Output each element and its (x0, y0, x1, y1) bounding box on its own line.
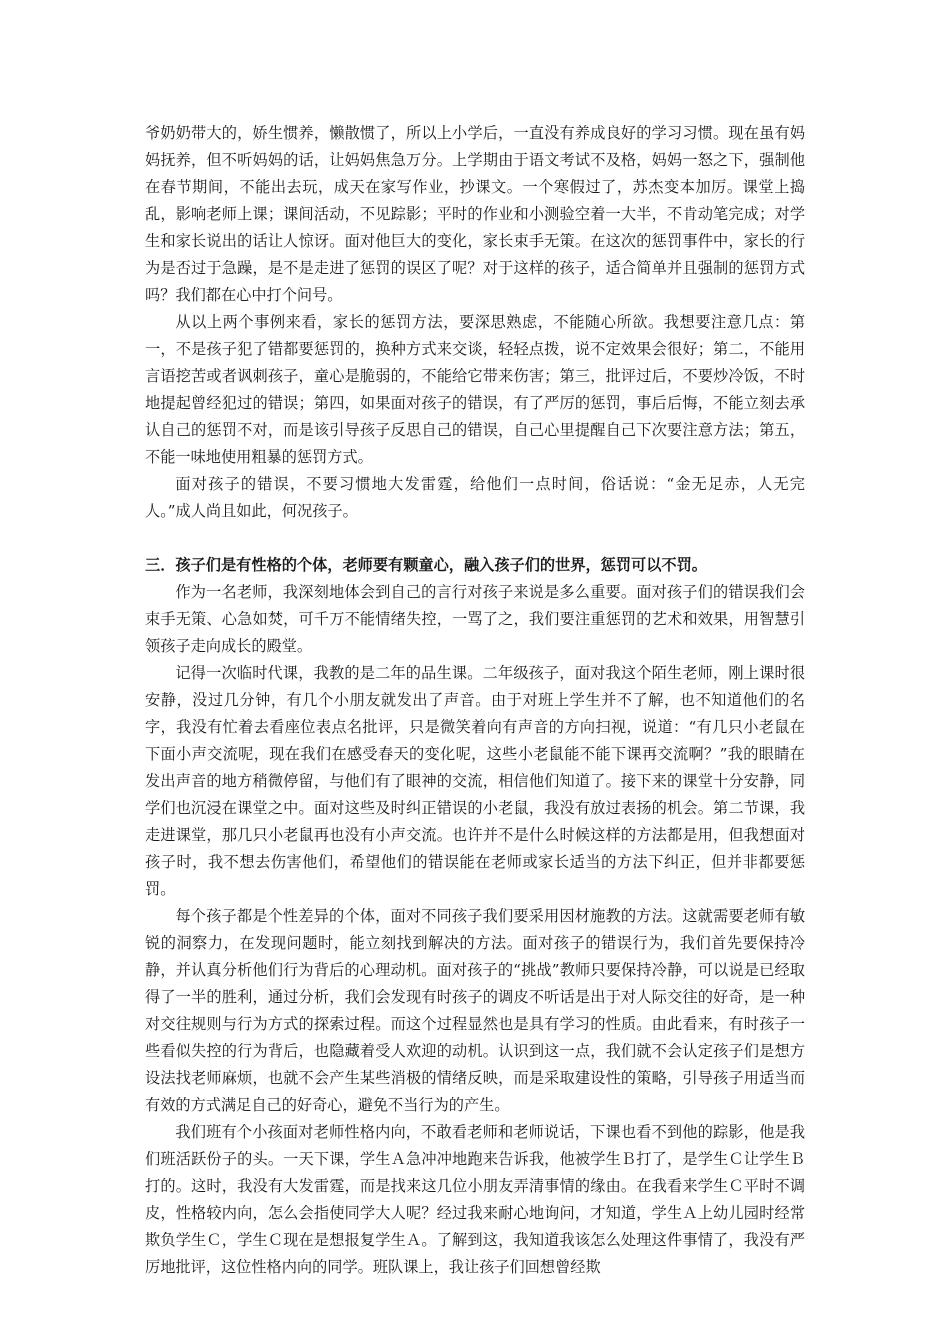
section-paragraph-1: 作为一名老师，我深刻地体会到自己的言行对孩子来说是多么重要。面对孩子们的错误我们会束手无策、心急如焚，可千万不能情绪失控，一骂了之，我们要注重惩罚的艺术和效果，用智慧引领孩子走向成长的殿堂。 (145, 583, 805, 655)
section-paragraph-2: 记得一次临时代课，我教的是二年的品生课。二年级孩子，面对我这个陌生老师，刚上课时很安静，没过几分钟，有几个小朋友就发出了声音。由于对班上学生并不了解，也不知道他们的名字，我没有忙着去看座位表点名批评，只是微笑着向有声音的方向扫视，说道：“有几只小老鼠在下面小声交流呢，现在我们在感受春天的变化呢，这些小老鼠能不能下课再交流啊？”我的眼睛在发出声音的地方稍微停留，与他们有了眼神的交流，相信他们知道了。接下来的课堂十分安静，同学们也沉浸在课堂之中。面对这些及时纠正错误的小老鼠，我没有放过表扬的机会。第二节课，我走进课堂，那几只小老鼠再也没有小声交流。也许并不是什么时候这样的方法都是用，但我想面对孩子时，我不想去伤害他们，希望他们的错误能在老师或家长适当的方法下纠正，但并非都要惩罚。 (145, 664, 805, 898)
section-heading: 三．孩子们是有性格的个体，老师要有颗童心，融入孩子们的世界，惩罚可以不罚。 (145, 556, 707, 574)
paragraph-1: 爷奶奶带大的，娇生惯养，懒散惯了，所以上小学后，一直没有养成良好的学习习惯。现在虽有妈妈抚养，但不听妈妈的话，让妈妈焦急万分。上学期由于语文考试不及格，妈妈一怒之下，强制他在春节期间，不能出去玩，成天在家写作业，抄课文。一个寒假过了，苏杰变本加厉。课堂上捣乱，影响老师上课；课间活动，不见踪影；平时的作业和小测验空着一大半，不肯动笔完成；对学生和家长说出的话让人惊讶。面对他巨大的变化，家长束手无策。在这次的惩罚事件中，家长的行为是否过于急躁，是不是走进了惩罚的误区了呢？对于这样的孩子，适合简单并且强制的惩罚方式吗？我们都在心中打个问号。 (145, 124, 805, 304)
document-body (145, 120, 805, 1281)
section-paragraph-4: 我们班有个小孩面对老师性格内向，不敢看老师和老师说话，下课也看不到他的踪影，他是我们班活跃份子的头。一天下课，学生Ａ急冲冲地跑来告诉我，他被学生Ｂ打了，是学生Ｃ让学生Ｂ打的。这时，我没有大发雷霆，而是找来这几位小朋友弄清事情的缘由。在我看来学生Ｃ平时不调皮，性格较内向，怎么会指使同学大人呢？经过我来耐心地询问，才知道，学生Ａ上幼儿园时经常欺负学生Ｃ，学生Ｃ现在是想报复学生Ａ。了解到这，我知道我该怎么处理这件事情了，我没有严厉地批评，这位性格内向的同学。班队课上，我让孩子们回想曾经欺 (145, 1123, 805, 1276)
section-paragraph-3: 每个孩子都是个性差异的个体，面对不同孩子我们要采用因材施教的方法。这就需要老师有敏锐的洞察力，在发现问题时，能立刻找到解决的方法。面对孩子的错误行为，我们首先要保持冷静，并认真分析他们行为背后的心理动机。面对孩子的“挑战”教师只要保持冷静，可以说是已经取得了一半的胜利，通过分析，我们会发现有时孩子的调皮不听话是出于对人际交往的好奇，是一种对交往规则与行为方式的探索过程。而这个过程显然也是具有学习的性质。由此看来，有时孩子一些看似失控的行为背后，也隐藏着受人欢迎的动机。认识到这一点，我们就不会认定孩子们是想方设法找老师麻烦，也就不会产生某些消极的情绪反映，而是采取建设性的策略，引导孩子用适当而有效的方式满足自己的好奇心，避免不当行为的产生。 (145, 907, 805, 1114)
paragraph-3: 面对孩子的错误，不要习惯地大发雷霆，给他们一点时间，俗话说：“金无足赤，人无完人。”成人尚且如此，何况孩子。 (145, 475, 805, 520)
paragraph-2: 从以上两个事例来看，家长的惩罚方法，要深思熟虑，不能随心所欲。我想要注意几点：第一，不是孩子犯了错都要惩罚的，换种方式来交谈，轻轻点拨，说不定效果会很好；第二，不能用言语挖苦或者讽刺孩子，童心是脆弱的，不能给它带来伤害；第三，批评过后，不要炒冷饭，不时地提起曾经犯过的错误；第四，如果面对孩子的错误，有了严厉的惩罚，事后后悔，不能立刻去承认自己的惩罚不对，而是该引导孩子反思自己的错误，自己心里提醒自己下次要注意方法；第五，不能一味地使用粗暴的惩罚方式。 (145, 313, 805, 466)
